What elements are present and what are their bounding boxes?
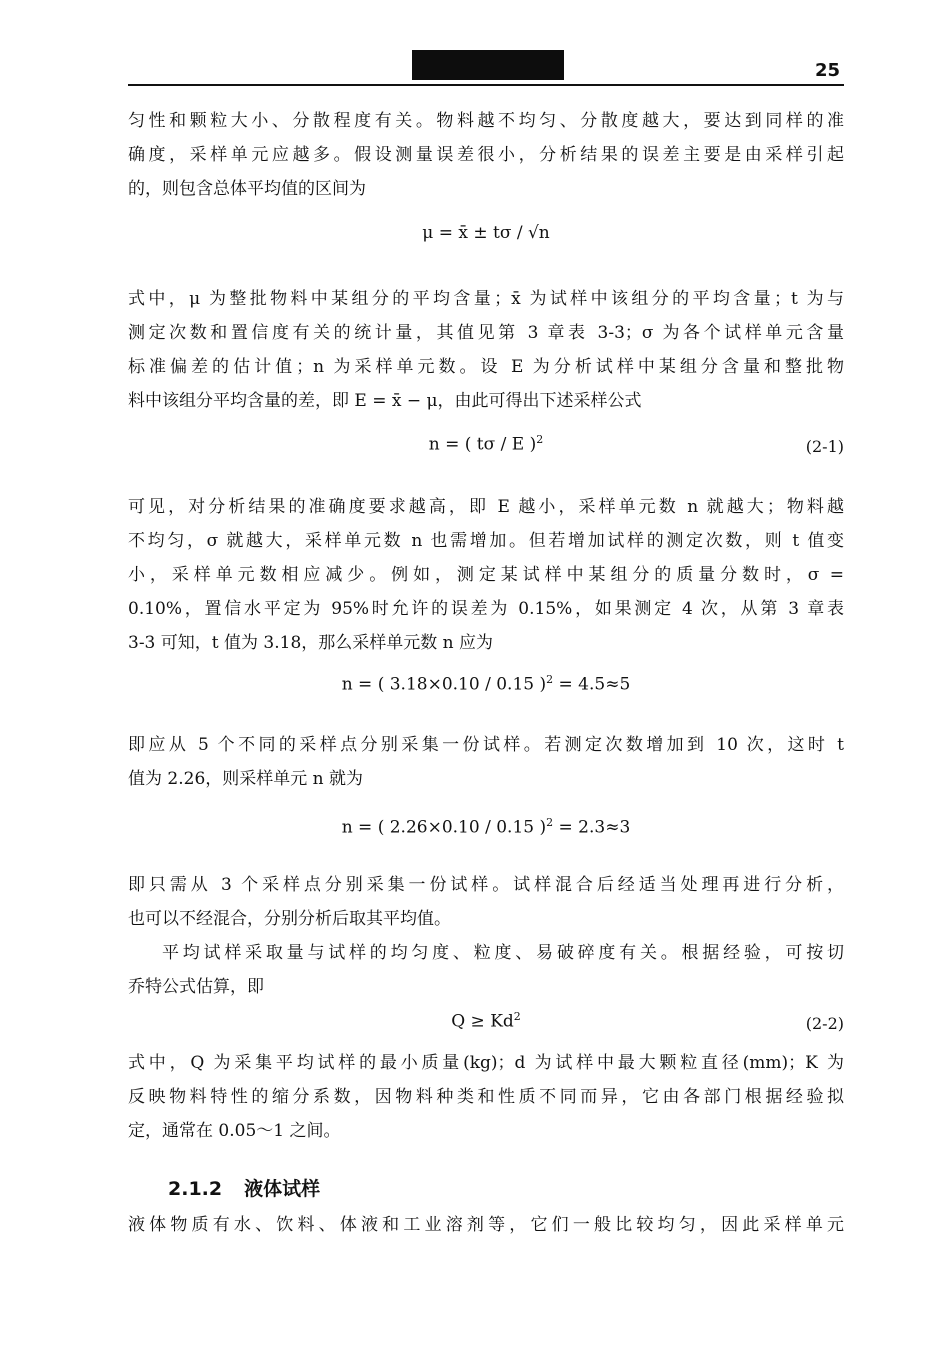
text-line: 反映物料特性的缩分系数，因物料种类和性质不同而异，它由各部门根据经验拟 xyxy=(128,1087,844,1107)
formula-text: n = ( tσ / E ) xyxy=(428,434,537,455)
formula-result: = 2.3≈3 xyxy=(553,817,631,838)
formula-result: = 4.5≈5 xyxy=(553,674,631,695)
text-line: 可见，对分析结果的准确度要求越高，即 E 越小，采样单元数 n 就越大；物料越 xyxy=(128,497,844,517)
formula-exponent: 2 xyxy=(536,433,544,446)
formula-text: μ = x̄ ± tσ / √n xyxy=(422,223,550,243)
text-line: 不均匀，σ 就越大，采样单元数 n 也需增加。但若增加试样的测定次数，则 t 值变 xyxy=(128,531,844,551)
paragraph-5 xyxy=(128,868,844,936)
text-line: 定，通常在 0.05～1 之间。 xyxy=(128,1121,341,1141)
formula-example-2 xyxy=(128,808,844,858)
equation-number: (2-1) xyxy=(805,437,844,456)
page-number: 25 xyxy=(814,60,840,81)
text-line: 平均试样采取量与试样的均匀度、粒度、易破碎度有关。根据经验，可按切 xyxy=(162,943,844,963)
text-line: 即应从 5 个不同的采样点分别采集一份试样。若测定次数增加到 10 次，这时 t xyxy=(128,735,844,755)
header-redaction-block xyxy=(412,50,564,80)
formula-interval xyxy=(128,215,844,265)
section-number: 2.1.2 xyxy=(168,1178,223,1200)
formula-exponent: 2 xyxy=(546,673,554,686)
formula-exponent: 2 xyxy=(546,816,554,829)
formula-text: n = ( 3.18×0.10 / 0.15 ) xyxy=(341,674,547,695)
paragraph-6 xyxy=(128,936,844,1004)
section-heading xyxy=(168,1174,320,1201)
formula-example-1 xyxy=(128,665,844,715)
text-line: 匀性和颗粒大小、分散程度有关。物料越不均匀、分散度越大，要达到同样的准 xyxy=(128,111,844,131)
paragraph-2 xyxy=(128,282,844,418)
equation-number: (2-2) xyxy=(805,1014,844,1033)
header-rule xyxy=(128,84,844,86)
paragraph-1 xyxy=(128,104,844,206)
text-line: 值为 2.26，则采样单元 n 就为 xyxy=(128,769,364,789)
formula-text: n = ( 2.26×0.10 / 0.15 ) xyxy=(341,817,547,838)
text-line: 确度，采样单元应越多。假设测量误差很小，分析结果的误差主要是由采样引起 xyxy=(128,145,844,165)
section-title: 液体试样 xyxy=(244,1178,321,1200)
text-line: 式中，μ 为整批物料中某组分的平均含量；x̄ 为试样中该组分的平均含量；t 为与 xyxy=(128,289,844,309)
text-line: 料中该组分平均含量的差，即 E = x̄ − μ，由此可得出下述采样公式 xyxy=(128,391,642,411)
paragraph-8 xyxy=(128,1208,844,1242)
text-line: 的，则包含总体平均值的区间为 xyxy=(128,179,366,199)
text-line: 乔特公式估算，即 xyxy=(128,977,264,997)
text-line: 也可以不经混合，分别分析后取其平均值。 xyxy=(128,909,451,929)
text-line: 小，采样单元数相应减少。例如，测定某试样中某组分的质量分数时，σ = xyxy=(128,565,844,585)
text-line: 即只需从 3 个采样点分别采集一份试样。试样混合后经适当处理再进行分析， xyxy=(128,875,844,895)
formula-text: Q ≥ Kd xyxy=(451,1011,514,1032)
paragraph-3 xyxy=(128,490,844,660)
text-line: 液体物质有水、饮料、体液和工业溶剂等，它们一般比较均匀，因此采样单元 xyxy=(128,1215,844,1235)
text-line: 0.10%，置信水平定为 95%时允许的误差为 0.15%，如果测定 4 次，从第 3 章表 xyxy=(128,599,844,619)
text-line: 标准偏差的估计值；n 为采样单元数。设 E 为分析试样中某组分含量和整批物 xyxy=(128,357,844,377)
text-line: 测定次数和置信度有关的统计量，其值见第 3 章表 3-3；σ 为各个试样单元含量 xyxy=(128,323,844,343)
formula-2-2 xyxy=(128,1002,844,1052)
paragraph-7 xyxy=(128,1046,844,1148)
formula-2-1 xyxy=(128,425,844,475)
paragraph-4 xyxy=(128,728,844,796)
text-line: 式中，Q 为采集平均试样的最小质量(kg)；d 为试样中最大颗粒直径(mm)；K 为 xyxy=(128,1053,844,1073)
text-line: 3-3 可知，t 值为 3.18，那么采样单元数 n 应为 xyxy=(128,633,494,653)
formula-exponent: 2 xyxy=(513,1010,521,1023)
